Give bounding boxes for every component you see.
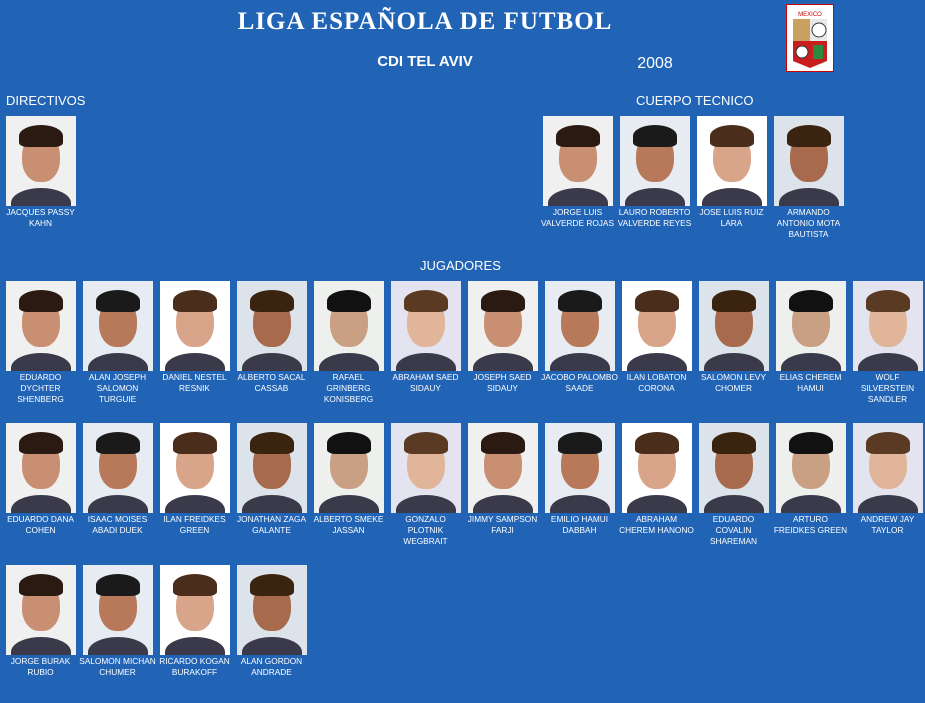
photo-hair — [712, 290, 756, 312]
person-photo — [237, 423, 307, 513]
photo-hair — [96, 290, 140, 312]
person-name: ILAN LOBATON CORONA — [626, 372, 687, 393]
person-photo — [6, 423, 76, 513]
photo-hair — [556, 125, 600, 147]
person-name: EMILIO HAMUI DABBAH — [550, 514, 609, 535]
person-photo — [391, 423, 461, 513]
person-photo — [697, 116, 767, 206]
person-photo — [622, 423, 692, 513]
season-year: 2008 — [637, 55, 673, 72]
photo-hair — [710, 125, 754, 147]
photo-shoulders — [88, 637, 148, 655]
cuerpo_tecnico-card — [616, 116, 693, 229]
jugadores-card — [156, 565, 233, 678]
photo-hair — [327, 432, 371, 454]
jugadores-card — [233, 423, 310, 536]
person-name: ARTURO FREIDKES GREEN — [773, 514, 848, 535]
jugadores-card — [464, 281, 541, 394]
jugadores-card — [695, 423, 772, 547]
person-name: ARMANDO ANTONIO MOTA BAUTISTA — [776, 207, 841, 239]
jugadores-card — [2, 565, 79, 678]
photo-shoulders — [88, 353, 148, 371]
jugadores-card — [2, 281, 79, 405]
photo-shoulders — [396, 495, 456, 513]
jugadores-card — [849, 281, 925, 405]
photo-shoulders — [165, 495, 225, 513]
person-photo — [391, 281, 461, 371]
photo-shoulders — [702, 188, 762, 206]
person-photo — [160, 281, 230, 371]
person-photo — [699, 281, 769, 371]
jugadores-card — [2, 423, 79, 536]
jugadores-card — [618, 423, 695, 536]
photo-hair — [558, 290, 602, 312]
person-photo — [83, 423, 153, 513]
person-photo — [545, 423, 615, 513]
photo-shoulders — [165, 637, 225, 655]
person-name: EDUARDO COVALIN SHAREMAN — [709, 514, 758, 546]
person-name: EDUARDO DANA COHEN — [7, 514, 74, 535]
photo-hair — [96, 432, 140, 454]
team-name: CDI TEL AVIV — [377, 53, 473, 70]
person-photo — [622, 281, 692, 371]
person-name: JORGE BURAK RUBIO — [10, 656, 71, 677]
jugadores-card — [156, 281, 233, 394]
photo-shoulders — [704, 495, 764, 513]
person-photo — [468, 423, 538, 513]
svg-text:MEXICO: MEXICO — [798, 12, 822, 18]
person-name: SALOMON LEVY CHOMER — [700, 372, 766, 393]
person-photo — [776, 281, 846, 371]
jugadores-card — [310, 281, 387, 405]
photo-shoulders — [88, 495, 148, 513]
jugadores-card — [387, 281, 464, 394]
section-jugadores: JUGADORES — [420, 258, 501, 273]
person-name: ILAN FREIDKES GREEN — [163, 514, 226, 535]
cuerpo_tecnico-card — [539, 116, 616, 229]
person-photo — [83, 281, 153, 371]
person-photo — [83, 565, 153, 655]
person-name: ISAAC MOISES ABADI DUEK — [87, 514, 148, 535]
photo-hair — [250, 432, 294, 454]
photo-hair — [635, 432, 679, 454]
photo-shoulders — [627, 353, 687, 371]
photo-shoulders — [781, 353, 841, 371]
person-photo — [6, 116, 76, 206]
photo-shoulders — [11, 495, 71, 513]
jugadores-card — [79, 565, 156, 678]
jugadores-card — [233, 281, 310, 394]
person-name: ALBERTO SACAL CASSAB — [237, 372, 306, 393]
page-title: LIGA ESPAÑOLA DE FUTBOL — [237, 8, 613, 35]
jugadores-card — [772, 281, 849, 394]
cuerpo_tecnico-card — [693, 116, 770, 229]
photo-hair — [481, 432, 525, 454]
person-name: ALBERTO SMEKE JASSAN — [313, 514, 384, 535]
photo-shoulders — [165, 353, 225, 371]
person-photo — [545, 281, 615, 371]
photo-hair — [558, 432, 602, 454]
federation-crest-logo — [786, 4, 834, 72]
person-name: JORGE LUIS VALVERDE ROJAS — [540, 207, 614, 228]
photo-shoulders — [473, 495, 533, 513]
person-photo — [620, 116, 690, 206]
person-name: JONATHAN ZAGA GALANTE — [237, 514, 306, 535]
person-name: EDUARDO DYCHTER SHENBERG — [17, 372, 64, 404]
photo-shoulders — [242, 495, 302, 513]
photo-shoulders — [11, 637, 71, 655]
person-name: JACQUES PASSY KAHN — [6, 207, 75, 228]
person-name: SALOMON MICHAN CHUMER — [79, 656, 156, 677]
photo-hair — [19, 125, 63, 147]
person-photo — [543, 116, 613, 206]
photo-shoulders — [396, 353, 456, 371]
photo-hair — [789, 432, 833, 454]
cuerpo_tecnico-card — [770, 116, 847, 240]
person-photo — [160, 565, 230, 655]
person-photo — [314, 281, 384, 371]
person-photo — [699, 423, 769, 513]
photo-shoulders — [548, 188, 608, 206]
photo-hair — [19, 290, 63, 312]
photo-shoulders — [242, 353, 302, 371]
photo-hair — [866, 432, 910, 454]
photo-hair — [96, 574, 140, 596]
section-directivos: DIRECTIVOS — [6, 93, 86, 108]
photo-shoulders — [858, 353, 918, 371]
photo-hair — [173, 574, 217, 596]
person-name: LAURO ROBERTO VALVERDE REYES — [617, 207, 692, 228]
jugadores-card — [156, 423, 233, 536]
person-photo — [853, 281, 923, 371]
person-name: ABRAHAM CHEREM HANONO — [619, 514, 694, 535]
person-photo — [468, 281, 538, 371]
person-photo — [6, 281, 76, 371]
photo-hair — [19, 432, 63, 454]
photo-hair — [635, 290, 679, 312]
photo-shoulders — [627, 495, 687, 513]
person-name: ELIAS CHEREM HAMUI — [779, 372, 842, 393]
person-name: ABRAHAM SAED SIDAUY — [392, 372, 459, 393]
photo-hair — [250, 290, 294, 312]
person-name: JIMMY SAMPSON FARJI — [467, 514, 538, 535]
photo-hair — [250, 574, 294, 596]
photo-shoulders — [781, 495, 841, 513]
jugadores-card — [772, 423, 849, 536]
jugadores-card — [541, 423, 618, 536]
person-photo — [774, 116, 844, 206]
photo-hair — [19, 574, 63, 596]
photo-shoulders — [11, 188, 71, 206]
person-photo — [160, 423, 230, 513]
person-photo — [237, 281, 307, 371]
jugadores-card — [618, 281, 695, 394]
photo-shoulders — [11, 353, 71, 371]
photo-hair — [404, 432, 448, 454]
photo-shoulders — [473, 353, 533, 371]
photo-shoulders — [319, 353, 379, 371]
photo-hair — [712, 432, 756, 454]
photo-hair — [789, 290, 833, 312]
photo-hair — [633, 125, 677, 147]
photo-hair — [327, 290, 371, 312]
section-cuerpo-tecnico: CUERPO TECNICO — [636, 93, 754, 108]
directivos-card — [2, 116, 79, 229]
photo-hair — [173, 290, 217, 312]
photo-hair — [481, 290, 525, 312]
person-name: JOSEPH SAED SIDAUY — [473, 372, 532, 393]
person-name: ALAN JOSEPH SALOMON TURGUIE — [88, 372, 147, 404]
jugadores-card — [233, 565, 310, 678]
person-photo — [853, 423, 923, 513]
person-name: JACOBO PALOMBO SAADE — [541, 372, 618, 393]
person-name: ALAN GORDON ANDRADE — [240, 656, 303, 677]
person-name: JOSE LUIS RUIZ LARA — [699, 207, 764, 228]
photo-hair — [404, 290, 448, 312]
jugadores-card — [79, 281, 156, 405]
person-name: WOLF SILVERSTEIN SANDLER — [860, 372, 915, 404]
photo-shoulders — [625, 188, 685, 206]
person-name: GONZALO PLOTNIK WEGBRAIT — [403, 514, 448, 546]
jugadores-card — [464, 423, 541, 536]
photo-shoulders — [704, 353, 764, 371]
photo-shoulders — [242, 637, 302, 655]
photo-shoulders — [550, 353, 610, 371]
jugadores-card — [695, 281, 772, 394]
jugadores-card — [541, 281, 618, 394]
photo-hair — [173, 432, 217, 454]
person-photo — [237, 565, 307, 655]
jugadores-card — [387, 423, 464, 547]
person-name: ANDREW JAY TAYLOR — [860, 514, 915, 535]
photo-hair — [866, 290, 910, 312]
photo-shoulders — [779, 188, 839, 206]
person-photo — [776, 423, 846, 513]
photo-shoulders — [858, 495, 918, 513]
person-photo — [6, 565, 76, 655]
jugadores-card — [79, 423, 156, 536]
photo-hair — [787, 125, 831, 147]
person-name: DANIEL NESTEL RESNIK — [162, 372, 227, 393]
person-name: RICARDO KOGAN BURAKOFF — [159, 656, 230, 677]
person-name: RAFAEL GRINBERG KONISBERG — [323, 372, 374, 404]
photo-shoulders — [550, 495, 610, 513]
crest-icon — [787, 5, 833, 71]
person-photo — [314, 423, 384, 513]
jugadores-card — [310, 423, 387, 536]
photo-shoulders — [319, 495, 379, 513]
jugadores-card — [849, 423, 925, 536]
